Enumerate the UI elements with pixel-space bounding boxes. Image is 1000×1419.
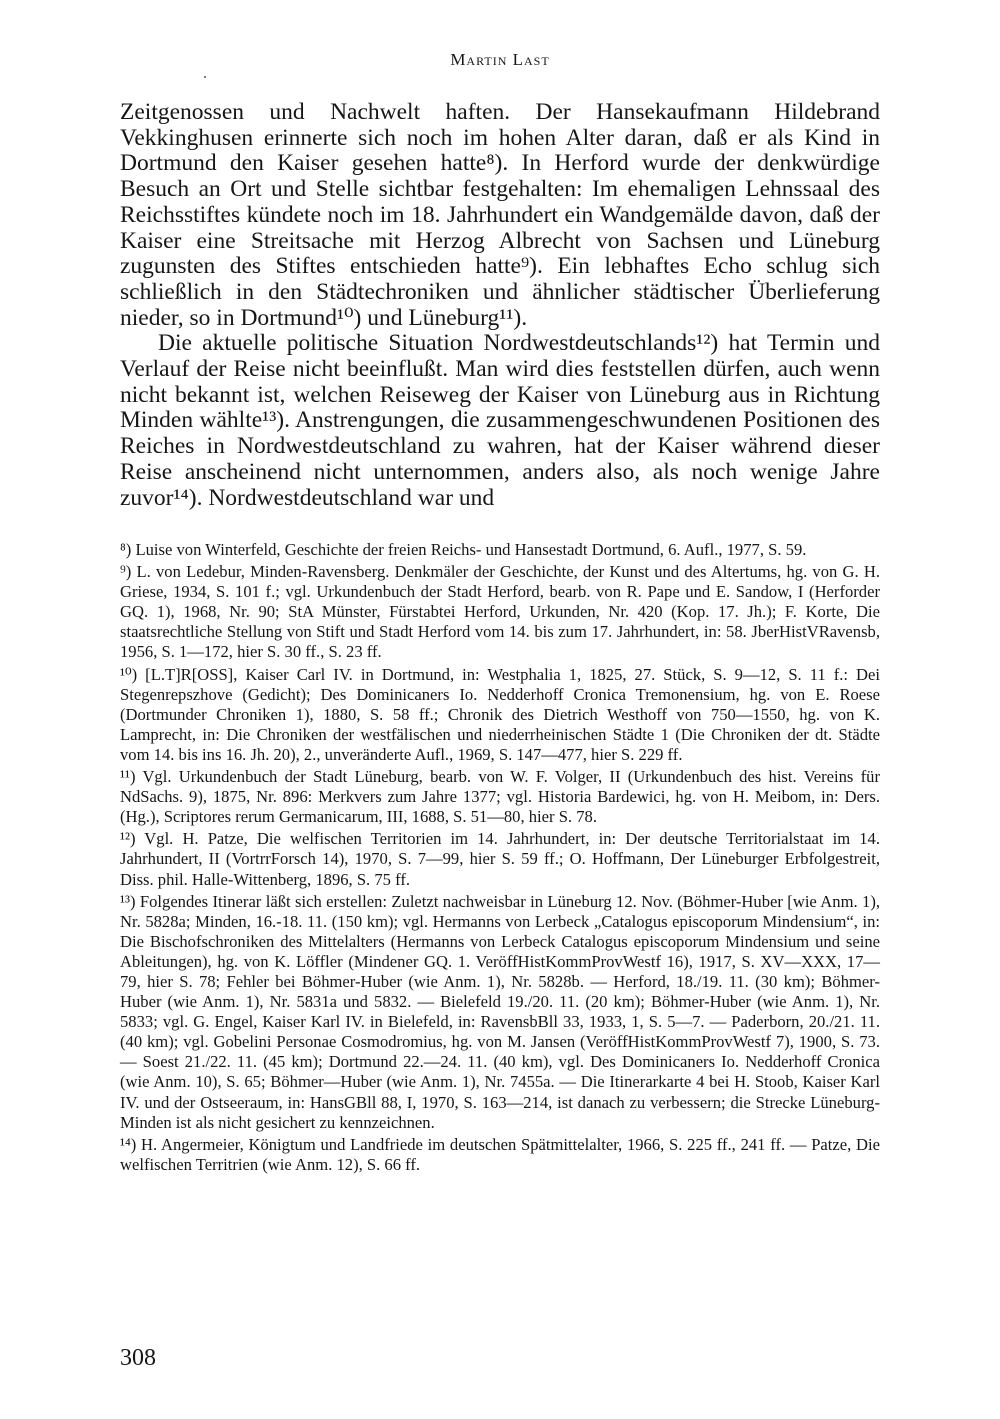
footnote-14: ¹⁴) H. Angermeier, Königtum und Landfriede im deutschen Spätmittelalter, 1966, S. 225 ff., 241 ff. — Patze, Die welfischen Territrien (wie Anm. 12), S. 66 ff. bbox=[120, 1134, 880, 1174]
footnotes-section bbox=[120, 540, 880, 1177]
footnote-10: ¹⁰) [L.T]R[OSS], Kaiser Carl IV. in Dortmund, in: Westphalia 1, 1825, 27. Stück, S. 9—12, S. 11 f.: Dei Stegenrepszhove (Gedicht); Des Dominicaners Io. Nedderhoff Cronica Tremonensium, hg. von E. Roese (Dortmunder Chroniken 1), 1880, S. 58 ff.; Chronik des Dietrich Westhoff von 750—1550, hg. von K. Lamprecht, in: Die Chroniken der westfälischen und niederrheinischen Städte 1 (Die Chroniken der dt. Städte vom 14. bis ins 16. Jh. 20), 2., unveränderte Aufl., 1969, S. 147—477, hier S. 229 ff. bbox=[120, 664, 880, 764]
body-paragraph: Die aktuelle politische Situation Nordwestdeutschlands¹²) hat Termin und Verlauf der Reise nicht beeinflußt. Man wird dies feststellen dürfen, auch wenn nicht bekannt ist, welchen Reiseweg der Kaiser von Lüneburg aus in Richtung Minden wählte¹³). Anstrengungen, die zusammengeschwundenen Positionen des Reiches in Nordwestdeutschland zu wahren, hat der Kaiser während dieser Reise anscheinend nicht unternommen, anders also, als noch wenige Jahre zuvor¹⁴). Nordwestdeutschland war und bbox=[120, 330, 880, 511]
footnote-8: ⁸) Luise von Winterfeld, Geschichte der freien Reichs- und Hansestadt Dortmund, 6. Aufl., 1977, S. 59. bbox=[120, 540, 807, 559]
print-speck bbox=[204, 76, 206, 78]
running-head: Martin Last bbox=[450, 50, 550, 69]
footnote-13: ¹³) Folgendes Itinerar läßt sich erstellen: Zuletzt nachweisbar in Lüneburg 12. Nov. (Böhmer-Huber [wie Anm. 1), Nr. 5828a; Minden, 16.-18. 11. (150 km); vgl. Hermanns von Lerbeck „Catalogus episcoporum Mindensium“, in: Die Bischofschroniken des Mittelalters (Hermanns von Lerbeck Catalogus episcoporum Mindensium und seine Ableitungen), hg. von K. Löffler (Mindener GQ. 1. VeröffHistKommProvWestf 16), 1917, S. XV—XXX, 17—79, hier S. 78; Fehler bei Böhmer-Huber (wie Anm. 1), Nr. 5828b. — Herford, 18./19. 11. (30 km); Böhmer-Huber (wie Anm. 1), Nr. 5831a und 5832. — Bielefeld 19./20. 11. (20 km); Böhmer-Huber (wie Anm. 1), Nr. 5833; vgl. G. Engel, Kaiser Karl IV. in Bielefeld, in: RavensbBll 33, 1933, 1, S. 5—7. — Paderborn, 20./21. 11. (40 km); vgl. Gobelini Personae Cosmodromius, hg. von M. Jansen (VeröffHistKommProvWestf 7), 1900, S. 73. — Soest 21./22. 11. (45 km); Dortmund 22.—24. 11. (40 km), vgl. Des Dominicaners Io. Nedderhoff Cronica (wie Anm. 10), S. 65; Böhmer—Huber (wie Anm. 1), Nr. 7455a. — Die Itinerarkarte 4 bei H. Stoob, Kaiser Karl IV. und der Ostseeraum, in: HansGBll 88, I, 1970, S. 163—214, ist danach zu verbessern; die Strecke Lüneburg-Minden ist als nicht gesichert zu kennzeichnen. bbox=[120, 891, 880, 1132]
main-text bbox=[120, 100, 880, 511]
footnote-11: ¹¹) Vgl. Urkundenbuch der Stadt Lüneburg, bearb. von W. F. Volger, II (Urkundenbuch des hist. Vereins für NdSachs. 9), 1875, Nr. 896: Merkvers zum Jahre 1377; vgl. Historia Bardewici, hg. von H. Meibom, in: Ders. (Hg.), Scriptores rerum Germanicarum, III, 1688, S. 51—80, hier S. 78. bbox=[120, 767, 880, 827]
body-paragraph: Zeitgenossen und Nachwelt haften. Der Hansekaufmann Hildebrand Vekkinghusen erinnerte sich noch im hohen Alter daran, daß er als Kind in Dortmund den Kaiser gesehen hatte⁸). In Herford wurde der denkwürdige Besuch an Ort und Stelle sichtbar festgehalten: Im ehemaligen Lehnssaal des Reichsstiftes kündete noch im 18. Jahrhundert ein Wandgemälde davon, daß der Kaiser eine Streitsache mit Herzog Albrecht von Sachsen und Lüneburg zugunsten des Stiftes entschieden hatte⁹). Ein lebhaftes Echo schlug sich schließlich in den Städtechroniken und ähnlicher städtischer Überlieferung nieder, so in Dortmund¹⁰) und Lüneburg¹¹). bbox=[120, 99, 880, 331]
footnote-9: ⁹) L. von Ledebur, Minden-Ravensberg. Denkmäler der Geschichte, der Kunst und des Altertums, hg. von G. H. Griese, 1934, S. 101 f.; vgl. Urkundenbuch der Stadt Herford, bearb. von R. Pape und E. Sandow, I (Herforder GQ. 1), 1968, Nr. 90; StA Münster, Fürstabtei Herford, Urkunden, Nr. 420 (Kop. 17. Jh.); F. Korte, Die staatsrechtliche Stellung von Stift und Stadt Herford vom 14. bis zum 17. Jahrhundert, in: 58. JberHistVRavensb, 1956, S. 1—172, hier S. 30 ff., S. 23 ff. bbox=[120, 562, 880, 662]
footnote-12: ¹²) Vgl. H. Patze, Die welfischen Territorien im 14. Jahrhundert, in: Der deutsche Territorialstaat im 14. Jahrhundert, II (VortrrForsch 14), 1970, S. 7—99, hier S. 59 ff.; O. Hoffmann, Der Lüneburger Erbfolgestreit, Diss. phil. Halle-Wittenberg, 1896, S. 75 ff. bbox=[120, 829, 880, 889]
page-number: 308 bbox=[120, 1345, 156, 1371]
